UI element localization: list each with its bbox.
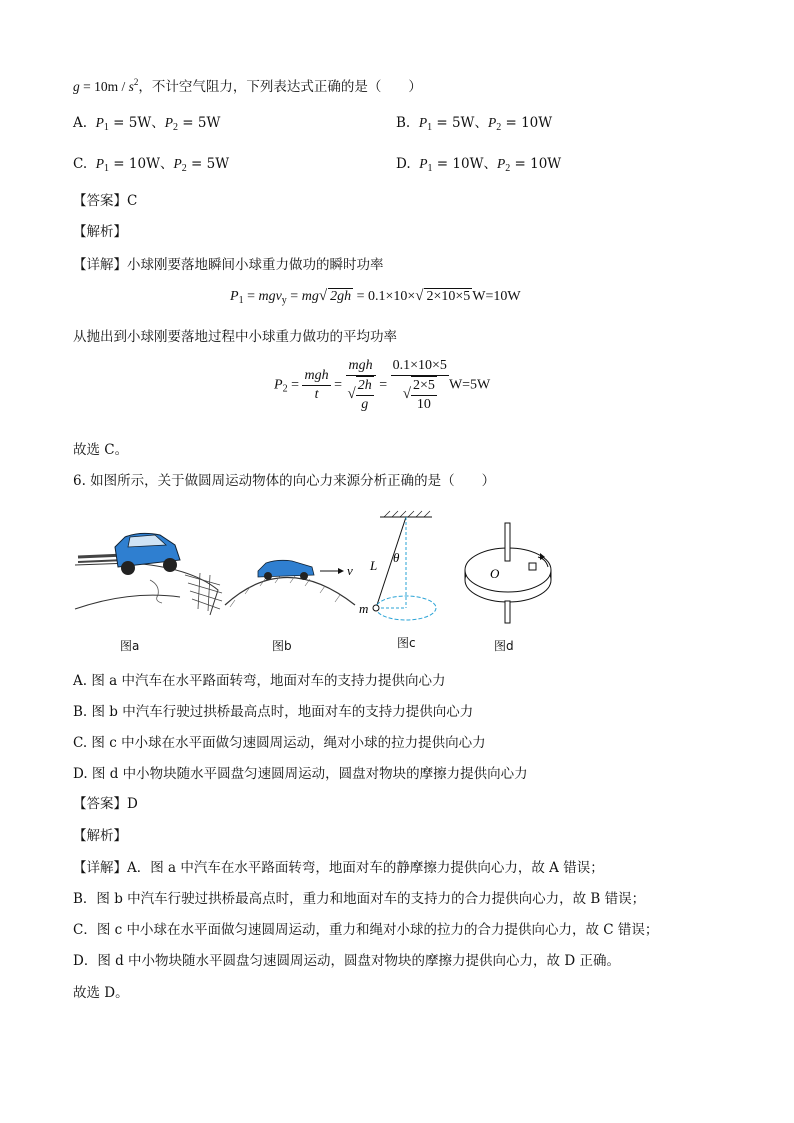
q6-figures (70, 505, 560, 630)
caption-d: 图d (494, 639, 514, 653)
q5-option-c: C. $P_1 = 10W$、$P_2 = 5W$ (73, 156, 230, 174)
equation-p1: $P_1 = mgv_y = mg√$ 2gh = 0.1×10×√ 2×10×5 W=10W (230, 288, 521, 306)
q5-option-a: A. $P_1 = 5W$、$P_2 = 5W$ (73, 115, 221, 133)
q6-detail-a: 【详解】A．图 a 中汽车在水平路面转弯，地面对车的静摩擦力提供向心力，故 A 错误； (73, 860, 604, 876)
q6-option-d: D. 图 d 中小物块随水平圆盘匀速圆周运动，圆盘对物块的摩擦力提供向心力 (73, 766, 528, 782)
velocity-label: v (347, 563, 353, 578)
figure-a-car-turning (75, 533, 222, 615)
q5-analysis-tag: 【解析】 (73, 224, 127, 240)
q6-conclusion: 故选 D。 (73, 985, 129, 1001)
q5-detail-1: 【详解】小球刚要落地瞬间小球重力做功的瞬时功率 (73, 257, 384, 273)
q5-stem-text: ，不计空气阻力，下列表达式正确的是（ ） (138, 79, 422, 95)
q5-option-d: D. $P_1 = 10W$、$P_2 = 10W$ (396, 156, 562, 174)
figure-d-rotating-disc (465, 523, 551, 623)
angle-label: θ (393, 550, 400, 565)
q6-option-c: C. 图 c 中小球在水平面做匀速圆周运动，绳对小球的拉力提供向心力 (73, 735, 486, 751)
figure-c-conical-pendulum (359, 511, 436, 620)
q6-option-b: B. 图 b 中汽车行驶过拱桥最高点时，地面对车的支持力提供向心力 (73, 704, 474, 720)
equation-p2: $P_2$ = $\frac{\text{mgh}}{t}$ = mgh √ $\frac{2h}{g}$ = 0.1×10×5 √ $\frac{2\times 5}{10}$ W=5W (274, 358, 491, 412)
length-label: L (370, 558, 378, 573)
caption-c: 图c (397, 636, 416, 650)
caption-b: 图b (272, 639, 292, 653)
q6-stem: 6. 如图所示，关于做圆周运动物体的向心力来源分析正确的是（ ） (73, 473, 496, 489)
q5-stem (73, 73, 422, 96)
q6-option-a: A. 图 a 中汽车在水平路面转弯，地面对车的支持力提供向心力 (73, 673, 446, 689)
q6-detail-d: D．图 d 中小物块随水平圆盘匀速圆周运动，圆盘对物块的摩擦力提供向心力，故 D 正确。 (73, 953, 620, 969)
q6-detail-b: B．图 b 中汽车行驶过拱桥最高点时，重力和地面对车的支持力的合力提供向心力，故 B 错误； (73, 891, 646, 907)
q5-answer: 【答案】C (73, 193, 138, 209)
figure-b-arch-bridge (225, 560, 355, 607)
caption-a: 图a (120, 639, 140, 653)
mass-label: m (359, 601, 369, 616)
q5-conclusion: 故选 C。 (73, 442, 129, 458)
q6-detail-c: C．图 c 中小球在水平面做匀速圆周运动，重力和绳对小球的拉力的合力提供向心力，故 C 错误； (73, 922, 659, 938)
q5-option-b: B. $P_1 = 5W$、$P_2 = 10W$ (396, 115, 553, 133)
g-value: $g = 10m / s^2$ (73, 77, 139, 94)
center-label: O (490, 566, 500, 581)
q6-answer: 【答案】D (73, 796, 138, 812)
q6-analysis-tag: 【解析】 (73, 828, 127, 844)
q5-detail-2: 从抛出到小球刚要落地过程中小球重力做功的平均功率 (73, 329, 397, 345)
